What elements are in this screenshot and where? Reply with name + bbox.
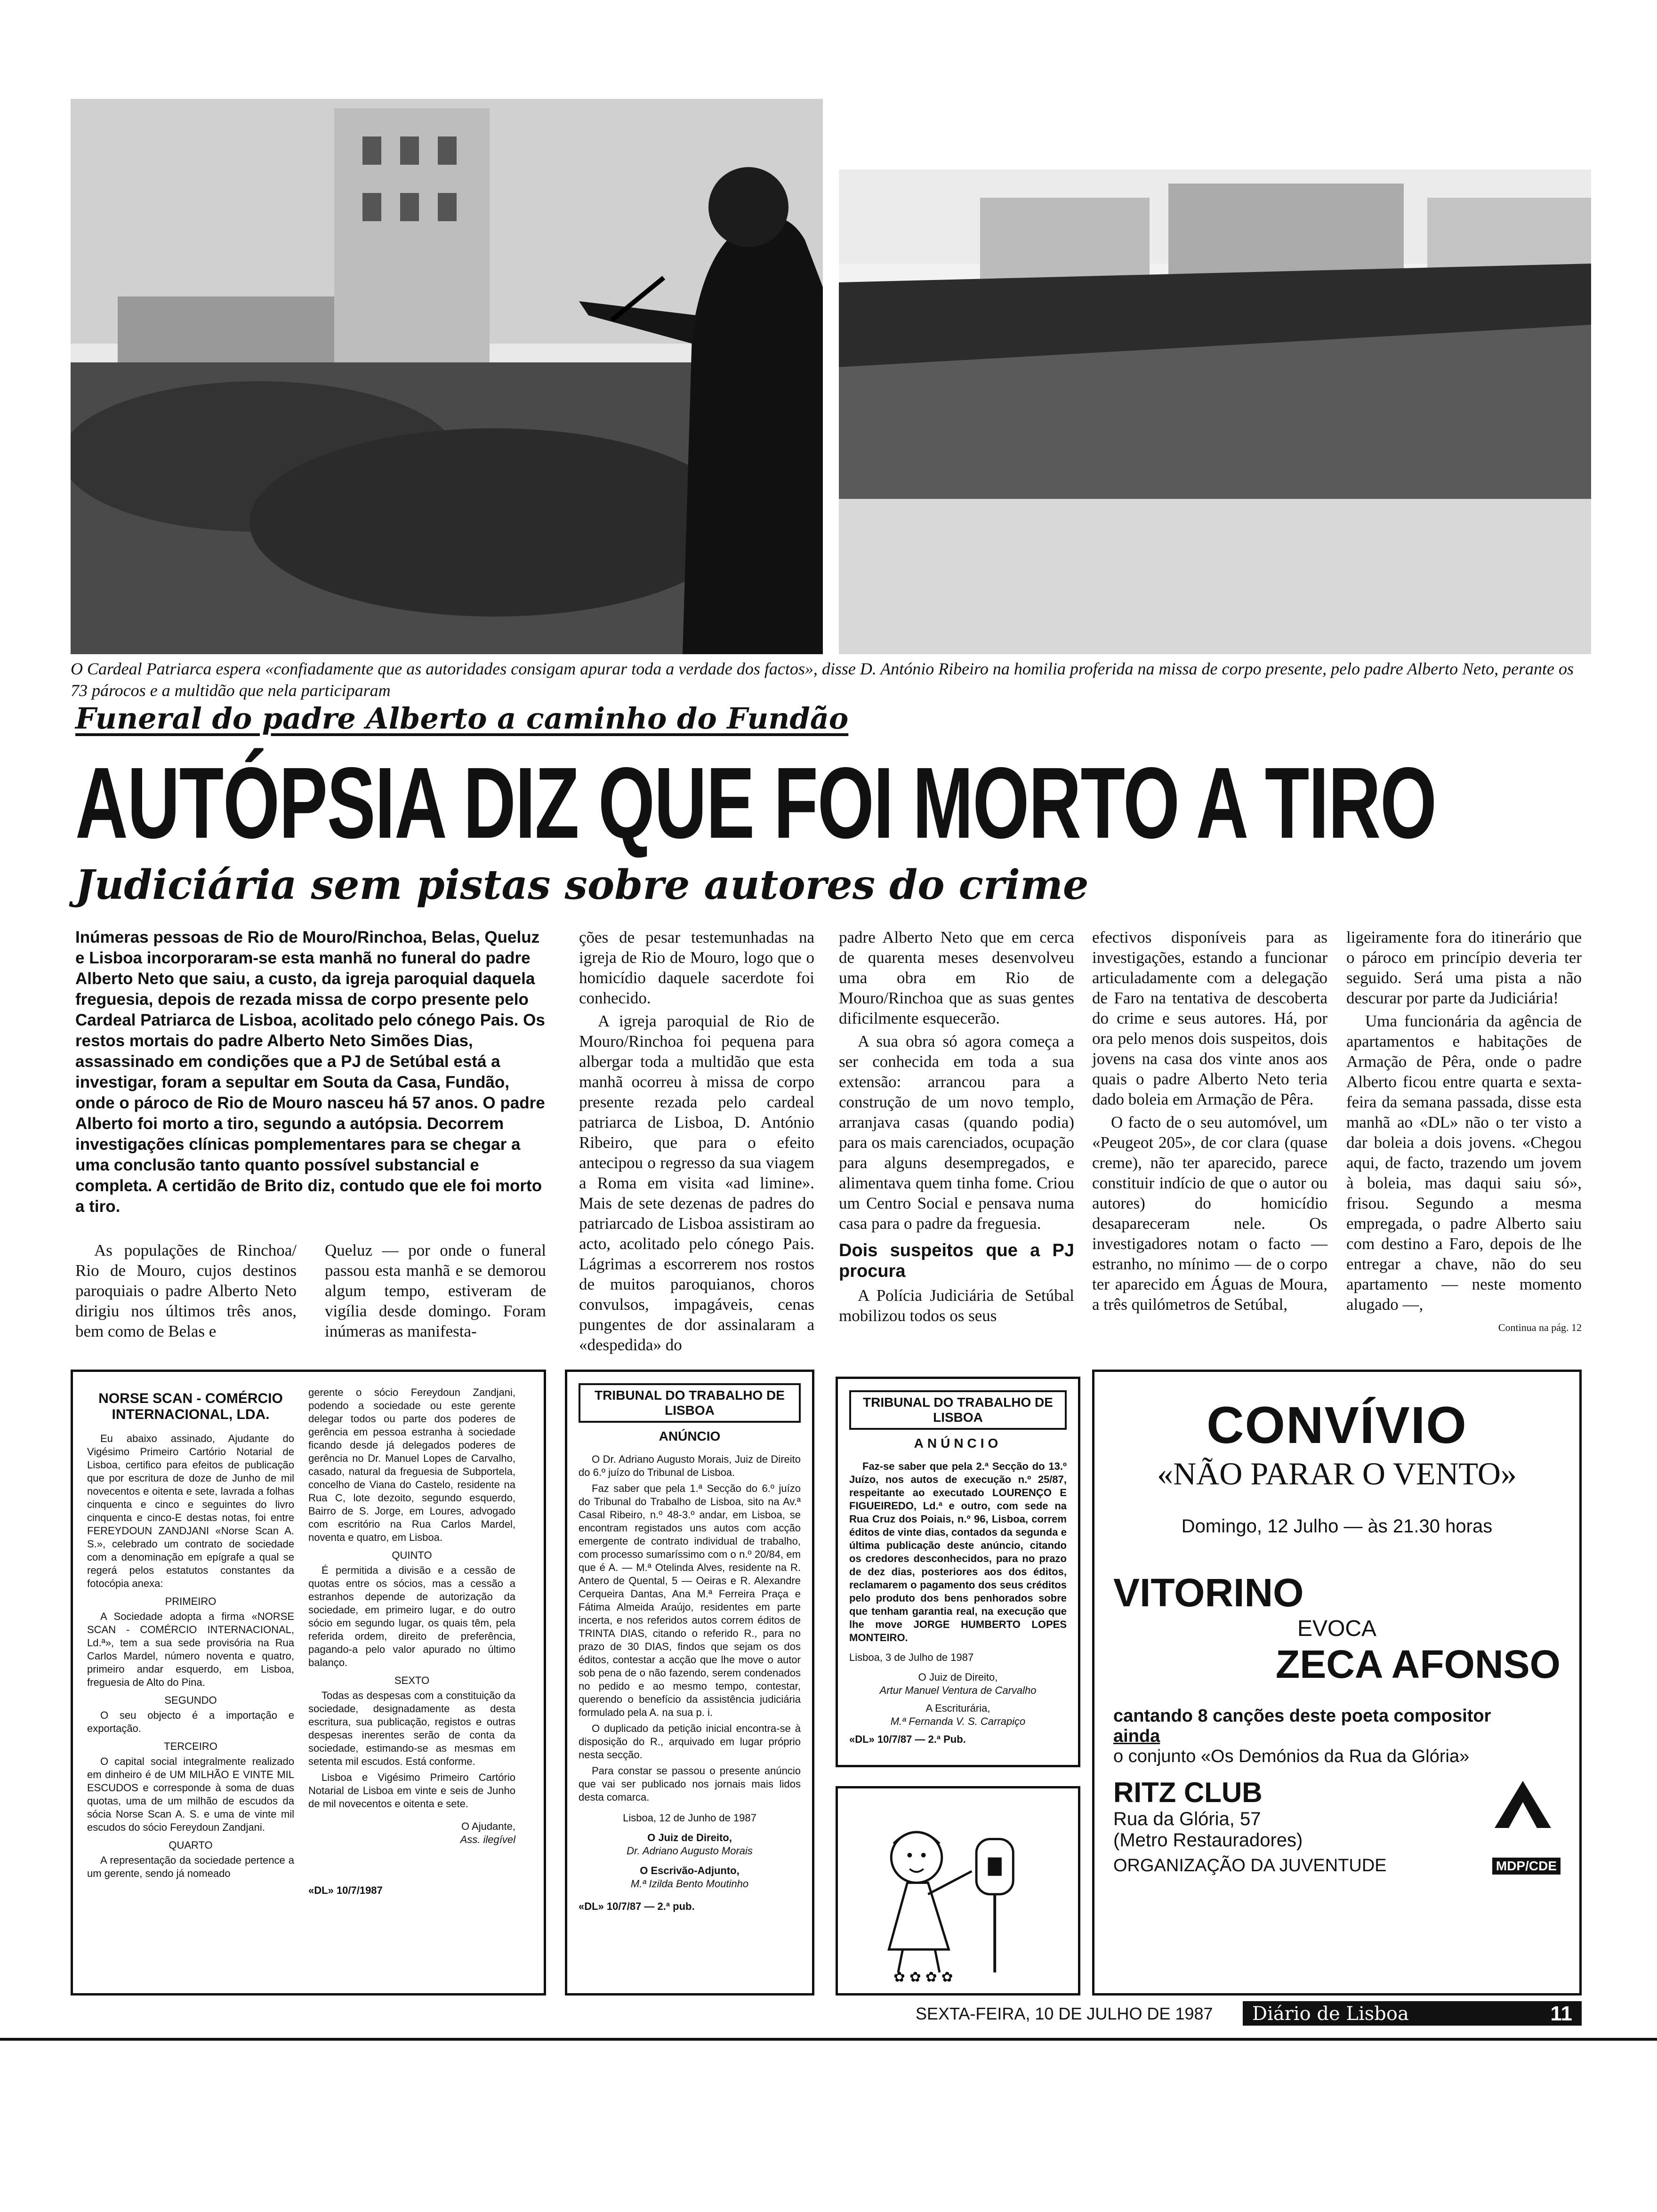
norse-title-1: NORSE SCAN - COMÉRCIO bbox=[98, 1391, 283, 1406]
convivio-logo-text: MDP/CDE bbox=[1492, 1858, 1560, 1875]
col3-paragraph-2: A sua obra só agora começa a ser conhecida em toda a sua extensão: arrancou para a construção de um novo templo, arranjava casas (quando podia) para os mais carenciados, ocupação para alguns desempregados, e alimentava quem tinha fome. Criou um Centro Social e pensava numa casa para o padre da freguesia. bbox=[839, 1032, 1074, 1233]
norse-sexto-heading: SEXTO bbox=[394, 1675, 430, 1686]
col4-paragraph-2: O facto de o seu automóvel, um «Peugeot 205», de cor clara (quase creme), não ter aparecido, parece constituir indício de que o autor ou autores) do homicídio desapareceram nele. Os investigadores notam o facto — estranho, no mínimo — de o corpo ter aparecido em Águas de Moura, a três quilómetros de Setúbal, bbox=[1092, 1113, 1327, 1314]
convivio-address1: Rua da Glória, 57 bbox=[1113, 1809, 1261, 1829]
norse-sexto: Todas as despesas com a constituição da sociedade, designadamente as desta escritura, sua publicação, registos e outras despesas inerentes serão de conta da sociedade, estimando-se as mesmas em setenta mil escudos. Está conforme. bbox=[308, 1690, 515, 1767]
convivio-org: ORGANIZAÇÃO DA JUVENTUDE bbox=[1113, 1856, 1387, 1875]
svg-text:✿ ✿ ✿ ✿: ✿ ✿ ✿ ✿ bbox=[893, 1969, 953, 1985]
col3-subtitle: Dois suspeitos que a PJ procura bbox=[839, 1241, 1074, 1281]
col3-paragraph-3: A Polícia Judiciária de Setúbal mobilizou todos os seus bbox=[839, 1286, 1074, 1325]
article-col1b bbox=[325, 1240, 546, 1344]
col5-paragraph-1: ligeiramente fora do itinerário que o pároco em princípio deveria ter seguido. Será uma pista a não descurar por parte da Judiciária! bbox=[1346, 928, 1582, 1007]
ad-tribunal-1 bbox=[565, 1370, 814, 1996]
convivio-line2: o conjunto «Os Demónios da Rua da Glória» bbox=[1113, 1747, 1470, 1766]
convivio-address2: (Metro Restauradores) bbox=[1113, 1830, 1303, 1851]
tribunal1-clerk: M.ª Izilda Bento Moutinho bbox=[630, 1878, 749, 1890]
cartoon-woman-mailbox-icon bbox=[838, 1788, 1078, 1993]
article-col2 bbox=[579, 927, 814, 1358]
ad-convivio bbox=[1092, 1370, 1582, 1996]
mdp-cde-logo-icon bbox=[1485, 1776, 1560, 1842]
tribunal2-judge: Artur Manuel Ventura de Carvalho bbox=[879, 1684, 1037, 1696]
norse-primeiro-heading: PRIMEIRO bbox=[165, 1595, 217, 1607]
col3-paragraph-1: padre Alberto Neto que em cerca de quarenta meses desenvolveu uma obra em Rio de Mouro/Rinchoa que as suas gentes dificilmente esquecerão. bbox=[839, 928, 1074, 1027]
priests-procession-photo bbox=[839, 169, 1591, 654]
tribunal1-date: Lisboa, 12 de Junho de 1987 bbox=[623, 1812, 756, 1824]
tribunal1-p4: Para constar se passou o presente anúncio que vai ser publicado nos jornais mais lidos desta comarca. bbox=[579, 1765, 801, 1803]
left-photo bbox=[71, 99, 823, 654]
col4-paragraph-1: efectivos disponíveis para as investigações, estando a funcionar articuladamente com a delegação de Faro na tentativa de descoberta do crime e seus autores. Há, por ora pelo menos dois suspeitos, dois jovens na casa dos vinte anos aos quais o padre Alberto Neto teria dado boleia em Armação de Pêra. bbox=[1092, 928, 1327, 1108]
convivio-artist: VITORINO bbox=[1113, 1571, 1304, 1615]
col1b-paragraph: Queluz — por onde o funeral passou esta manhã e se demorou algum tempo, estiveram de vigília desde domingo. Foram inúmeras as manifesta- bbox=[325, 1241, 546, 1340]
norse-signature: Ass. ilegível bbox=[460, 1834, 515, 1845]
cartoon-box bbox=[836, 1786, 1080, 1996]
norse-closing: Lisboa e Vigésimo Primeiro Cartório Notarial de Lisboa em vinte e seis de Junho de mil novecentos e oitenta e sete. bbox=[308, 1771, 515, 1810]
norse-segundo: O seu objecto é a importação e exportação. bbox=[87, 1709, 294, 1734]
tribunal1-p1: O Dr. Adriano Augusto Morais, Juiz de Direito do 6.º juízo do Tribunal de Lisboa. bbox=[579, 1453, 801, 1478]
article-col1a bbox=[75, 1240, 297, 1344]
article-subhead: Judiciária sem pistas sobre autores do crime bbox=[75, 861, 1089, 909]
norse-terceiro-heading: TERCEIRO bbox=[164, 1740, 217, 1752]
norse-ref: «DL» 10/7/1987 bbox=[308, 1884, 383, 1896]
col5-paragraph-2: Uma funcionária da agência de apartamentos e habitações de Armação de Pêra, onde o padre Alberto ficou entre quarta e sexta-feira da semana passada, disse esta manhã ao «DL» não o ter visto a dar boleia a dois jovens. «Chegou aqui, de facto, trazendo um jovem à boleia, mas daqui saiu só», frisou. Segundo a mesma empregada, o padre Alberto saiu com destino a Faro, depois de lhe entregar a chave, não do seu apartamento — neste momento alugado —, bbox=[1346, 1012, 1582, 1314]
tribunal1-p2: Faz saber que pela 1.ª Secção do 6.º juízo do Tribunal do Trabalho de Lisboa, sito na Av.ª Casal Ribeiro, n.º 48-3.º andar, em Lisboa, se encontram registados uns autos com acção emergente de contrato individual de trabalho, com processo sumaríssimo com o n.º 20/84, em que é A. — M.ª Otelinda Alves, residente na R. Antero de Quental, 5 — Oeiras e R. Alexandre Cerqueira Dantas, Ana M.ª Ferreira Praça e Fátima Almeida Araújo, residentes em parte incerta, e nos referidos autos correm éditos de TRINTA DIAS, citando o referido R., para no prazo de 30 DIAS, findos que sejam os dos éditos, contestar a acção que lhe move o autor sob pena de o não fazendo, serem condenados no pedido e ao mesmo tempo, contestar, querendo o benefício da assistência judiciária formulado pela A. na sua p. i. bbox=[579, 1483, 801, 1718]
norse-intro: Eu abaixo assinado, Ajudante do Vigésimo Primeiro Cartório Notarial de Lisboa, certifico para efeitos de publicação que por escritura de doze de Junho de mil novecentos e oitenta e sete, lavrada a folhas cinquenta e cinco e seguintes do livro cinquenta e cinco-E destas notas, foi entre FEREYDOUN ZANDJANI «Norse Scan A. S.», celebrado um contrato de sociedade com a denominação em epígrafe a qual se regerá pelos estatutos constantes da fotocópia anexa: bbox=[87, 1433, 294, 1589]
right-photo bbox=[839, 169, 1591, 654]
col2-paragraph-2: A igreja paroquial de Rio de Mouro/Rinchoa foi pequena para albergar toda a multidão que esta manhã ocorreu à missa de corpo presente rezada pelo cardeal patriarca de Lisboa, D. António Ribeiro, que para o efeito antecipou o regresso da sua viagem a Roma em visita «ad limine». Mais de sete dezenas de padres do patriarcado de Lisboa assistiram ao acto, acolitado pelo cónego Pais. Lágrimas a escorrerem nos rostos de muitos paroquianos, choros convulsos, impagáveis, cenas pungentes de dor assinalaram a «despedida» do bbox=[579, 1012, 814, 1354]
tribunal2-title: TRIBUNAL DO TRABALHO DE LISBOA bbox=[849, 1390, 1067, 1430]
convivio-ainda: ainda bbox=[1113, 1726, 1160, 1746]
convivio-venue: RITZ CLUB bbox=[1113, 1777, 1263, 1808]
tribunal2-judge-title: O Juiz de Direito, bbox=[918, 1671, 998, 1683]
article-headline: AUTÓPSIA DIZ QUE FOI MORTO A TIRO bbox=[75, 746, 1436, 859]
norse-title-2: INTERNACIONAL, LDA. bbox=[112, 1407, 270, 1422]
footer-paper-bar bbox=[1243, 2001, 1582, 2026]
footer-page: 11 bbox=[1550, 2002, 1572, 2025]
tribunal1-body bbox=[579, 1453, 801, 1913]
tribunal1-judge: Dr. Adriano Augusto Morais bbox=[627, 1845, 753, 1857]
norse-segundo-heading: SEGUNDO bbox=[164, 1694, 217, 1706]
tribunal1-title: TRIBUNAL DO TRABALHO DE LISBOA bbox=[579, 1383, 801, 1423]
norse-quarto-heading: QUARTO bbox=[169, 1839, 213, 1851]
norse-terceiro: O capital social integralmente realizado em dinheiro é de UM MILHÃO E VINTE MIL ESCUDOS e corresponde à soma de duas quotas, uma de um milhão de escudos da sócia Norse Scan A. S. e uma de vinte mil escudos do sócio Fereydoun Zandjani. bbox=[87, 1755, 294, 1833]
ad-norse-scan bbox=[71, 1370, 546, 1996]
col2-paragraph-1: ções de pesar testemunhadas na igreja de Rio de Mouro, logo que o homicídio daquele sacerdote foi conhecido. bbox=[579, 928, 814, 1007]
cardinal-speaking-photo bbox=[71, 99, 823, 654]
footer-date: SEXTA-FEIRA, 10 DE JULHO DE 1987 bbox=[916, 2004, 1213, 2023]
convivio-title: CONVÍVIO bbox=[1207, 1396, 1467, 1454]
tribunal1-p3: O duplicado da petição inicial encontra-se à disposição do R., arquivado em lugar próprio nesta secção. bbox=[579, 1723, 801, 1761]
tribunal1-ref: «DL» 10/7/87 — 2.ª pub. bbox=[579, 1900, 695, 1912]
norse-col-1 bbox=[87, 1386, 294, 1897]
tribunal2-clerk-title: A Escriturária, bbox=[925, 1702, 990, 1714]
tribunal2-clerk: M.ª Fernanda V. S. Carrapiço bbox=[890, 1715, 1026, 1727]
article-col5 bbox=[1346, 927, 1582, 1338]
tribunal1-clerk-title: O Escrivão-Adjunto, bbox=[640, 1865, 740, 1876]
ad-tribunal-2 bbox=[836, 1377, 1080, 1767]
footer-rule bbox=[0, 2038, 1657, 2041]
convivio-date: Domingo, 12 Julho — às 21.30 horas bbox=[1181, 1516, 1493, 1537]
norse-col-2 bbox=[308, 1386, 515, 1897]
tribunal2-p1: Faz-se saber que pela 2.ª Secção do 13.º Juízo, nos autos de execução n.º 25/87, respeitante ao executado LOURENÇO E FIGUEIREDO, Ld.ª e outro, com sede na Rua Cruz dos Poiais, n.º 96, Lisboa, correm éditos de vinte dias, contados da segunda e última publicação deste anúncio, citando os credores desconhecidos, para no prazo de dez dias, posteriores aos dos éditos, reclamarem o pagamento dos seus créditos pelo produto dos bens penhorados sobre que tenham garantia real, na execução que lhe move JORGE HUMBERTO LOPES MONTEIRO. bbox=[849, 1460, 1067, 1643]
norse-signer: O Ajudante, bbox=[461, 1820, 515, 1832]
article-col4 bbox=[1092, 927, 1327, 1317]
norse-primeiro: A Sociedade adopta a firma «NORSE SCAN - COMÉRCIO INTERNACIONAL, Ld.ª», tem a sua sede provisória na Rua Carlos Mardel, número noventa e quatro, primeiro andar esquerdo, em Lisboa, freguesia de Alto do Pina. bbox=[87, 1611, 294, 1688]
tribunal1-subtitle: ANÚNCIO bbox=[659, 1429, 721, 1443]
continued-note: Continua na pág. 12 bbox=[1498, 1322, 1582, 1333]
tribunal1-judge-title: O Juiz de Direito, bbox=[647, 1832, 732, 1843]
convivio-subtitle: «NÃO PARAR O VENTO» bbox=[1157, 1456, 1517, 1491]
article-kicker: Funeral do padre Alberto a caminho do Fundão bbox=[75, 701, 849, 736]
tribunal2-subtitle: ANÚNCIO bbox=[914, 1436, 1002, 1451]
article-col3 bbox=[839, 927, 1074, 1329]
col1a-paragraph: As populações de Rinchoa/ Rio de Mouro, cujos destinos paroquiais o padre Alberto Neto dirigiu nos últimos três anos, bem como de Belas e bbox=[75, 1241, 297, 1340]
convivio-evoca: EVOCA bbox=[1297, 1616, 1377, 1641]
convivio-line1: cantando 8 canções deste poeta compositor bbox=[1113, 1706, 1491, 1726]
norse-quinto-heading: QUINTO bbox=[392, 1549, 432, 1561]
norse-col2a: gerente o sócio Fereydoun Zandjani, podendo a sociedade ou este gerente delegar todos ou parte dos poderes de gerência em pessoa estranha à sociedade ficando desde já delegados poderes de gerência no Dr. Manuel Lopes de Carvalho, casado, natural da freguesia de Subportela, concelho de Viana do Castelo, residente na Rua C, lote dezoito, segundo esquerdo, Bairro de S. Jorge, em Loures, advogado com escritório na Rua Carlos Mardel, noventa e quatro, em Lisboa. bbox=[308, 1387, 515, 1543]
tribunal2-ref: «DL» 10/7/87 — 2.ª Pub. bbox=[849, 1733, 966, 1745]
tribunal2-body bbox=[849, 1460, 1067, 1746]
convivio-tribute: ZECA AFONSO bbox=[1275, 1642, 1560, 1686]
photo-caption: O Cardeal Patriarca espera «confiadamente que as autoridades consigam apurar toda a verdade dos factos», disse D. António Ribeiro na homilia proferida na missa de corpo presente, pelo padre Alberto Neto, perante os 73 párocos e a multidão que nela participaram bbox=[71, 659, 1574, 700]
article-lead: Inúmeras pessoas de Rio de Mouro/Rinchoa, Belas, Queluz e Lisboa incorporaram-se esta manhã no funeral do padre Alberto Neto que saiu, a custo, da igreja paroquial daquela freguesia, depois de rezada missa de corpo presente pelo Cardeal Patriarca de Lisboa, acolitado pelo cónego Pais. Os restos mortais do padre Alberto Neto Simões Dias, assassinado em condições que a PJ de Setúbal está a investigar, foram a sepultar em Souta da Casa, Fundão, onde o pároco de Rio de Mouro nasceu há 57 anos. O padre Alberto foi morto a tiro, segundo a autópsia. Decorrem investigações clínicas pomplementares para se chegar a uma conclusão tanto quanto possível substancial e completa. A certidão de Brito diz, contudo que ele foi morto a tiro. bbox=[75, 928, 545, 1216]
norse-quarto: A representação da sociedade pertence a um gerente, sendo já nomeado bbox=[87, 1854, 294, 1879]
norse-quinto: É permitida a divisão e a cessão de quotas entre os sócios, mas a cessão a estranhos depende de autorização da sociedade, em primeiro lugar, e do outro sócio em segundo lugar, os quais têm, pela referida ordem, direito de preferência, pagando-a pelo valor apurado no último balanço. bbox=[308, 1564, 515, 1668]
footer-paper: Diário de Lisboa bbox=[1252, 2003, 1409, 2025]
tribunal2-date: Lisboa, 3 de Julho de 1987 bbox=[849, 1651, 974, 1663]
